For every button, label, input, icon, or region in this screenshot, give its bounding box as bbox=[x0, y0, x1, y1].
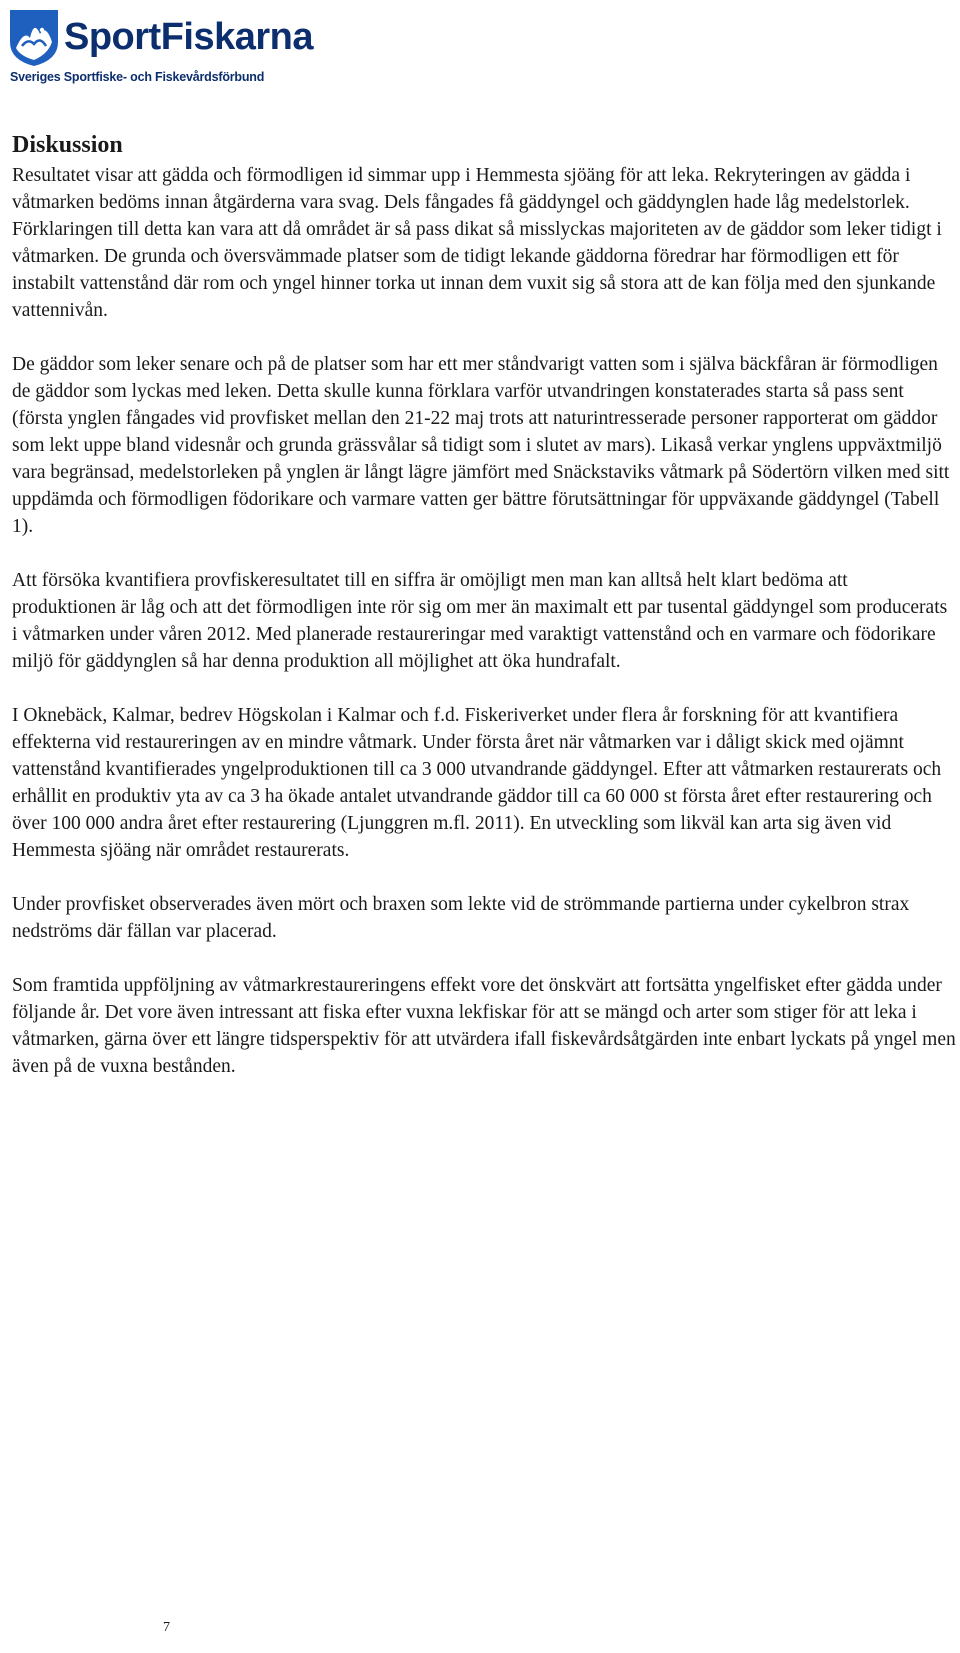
sportfiskarna-logo bbox=[8, 8, 314, 88]
paragraph-1: Resultatet visar att gädda och förmodligen id simmar upp i Hemmesta sjöäng för att leka. Rekryteringen av gädda i våtmarken bedöms innan åtgärderna vara svag. Dels fångades få gäddyngel och gäddynglen hade låg medelstorlek. Förklaringen till detta kan vara att då området är så pass dikat så misslyckas majoriteten av de gäddor som leker tidigt i våtmarken. De grunda och översvämmade platser som de tidigt lekande gäddorna föredrar har förmodligen ett för instabilt vattenstånd där rom och yngel hinner torka ut innan dem vuxit sig så stora att de kan följa med den sjunkande vattennivån. bbox=[12, 165, 942, 321]
paragraph-5: Under provfisket observerades även mört och braxen som lekte vid de strömmande partierna under cykelbron strax nedströms där fällan var placerad. bbox=[12, 894, 910, 942]
logo-wordmark: SportFiskarna bbox=[64, 16, 314, 58]
paragraph-3: Att försöka kvantifiera provfiskeresultatet till en siffra är omöjligt men man kan alltså helt klart bedöma att produktionen är låg och att det förmodligen inte rör sig om mer än maximalt ett par tusental gäddyngel som producerats i våtmarken under våren 2012. Med planerade restaureringar med varaktigt vattenstånd och en varmare och födorikare miljö för gäddynglen så har denna produktion all möjlighet att öka hundrafalt. bbox=[12, 570, 948, 672]
paragraph-2: De gäddor som leker senare och på de platser som har ett mer ståndvarigt vatten som i själva bäckfåran är förmodligen de gäddor som lyckas med leken. Detta skulle kunna förklara varför utvandringen konstaterades starta så pass sent (första ynglen fångades vid provfisket mellan den 21-22 maj trots att naturintresserade personer rapporterat om gäddor som lekt uppe bland videsnår och grunda grässvålar så tidigt som i slutet av mars). Likaså verkar ynglens uppväxtmiljö vara begränsad, medelstorleken på ynglen är långt lägre jämfört med Snäckstaviks våtmark på Södertörn vilken med sitt uppdämda och förmodligen födorikare och varmare vatten ger bättre förutsättningar för uppväxande gäddyngel (Tabell 1). bbox=[12, 354, 950, 537]
logo-subtitle: Sveriges Sportfiske- och Fiskevårdsförbund bbox=[10, 70, 265, 84]
page-number: 7 bbox=[163, 1620, 170, 1635]
fish-emblem-icon bbox=[8, 8, 60, 68]
document-body bbox=[12, 130, 956, 1107]
section-heading: Diskussion bbox=[12, 132, 123, 158]
paragraph-4: I Oknebäck, Kalmar, bedrev Högskolan i Kalmar och f.d. Fiskeriverket under flera år forskning för att kvantifiera effekterna vid restaureringen av en mindre våtmark. Under första året när våtmarken var i dåligt skick med ojämnt vattenstånd kvantifierades yngelproduktionen till ca 3 000 utvandrande gäddyngel. Efter att våtmarken restaurerats och erhållit en produktiv yta av ca 3 ha ökade antalet utvandrande gäddor till ca 60 000 st första året efter restaurering och över 100 000 andra året efter restaurering (Ljunggren m.fl. 2011). En utveckling som likväl kan arta sig även vid Hemmesta sjöäng när området restaurerats. bbox=[12, 705, 942, 861]
paragraph-6: Som framtida uppföljning av våtmarkrestaureringens effekt vore det önskvärt att fortsätta yngelfisket efter gädda under följande år. Det vore även intressant att fiska efter vuxna lekfiskar för att se mängd och arter som stiger för att leka i våtmarken, gärna över ett längre tidsperspektiv för att utvärdera ifall fiskevårdsåtgärden inte enbart lyckats på yngel men även på de vuxna bestånden. bbox=[12, 975, 956, 1077]
